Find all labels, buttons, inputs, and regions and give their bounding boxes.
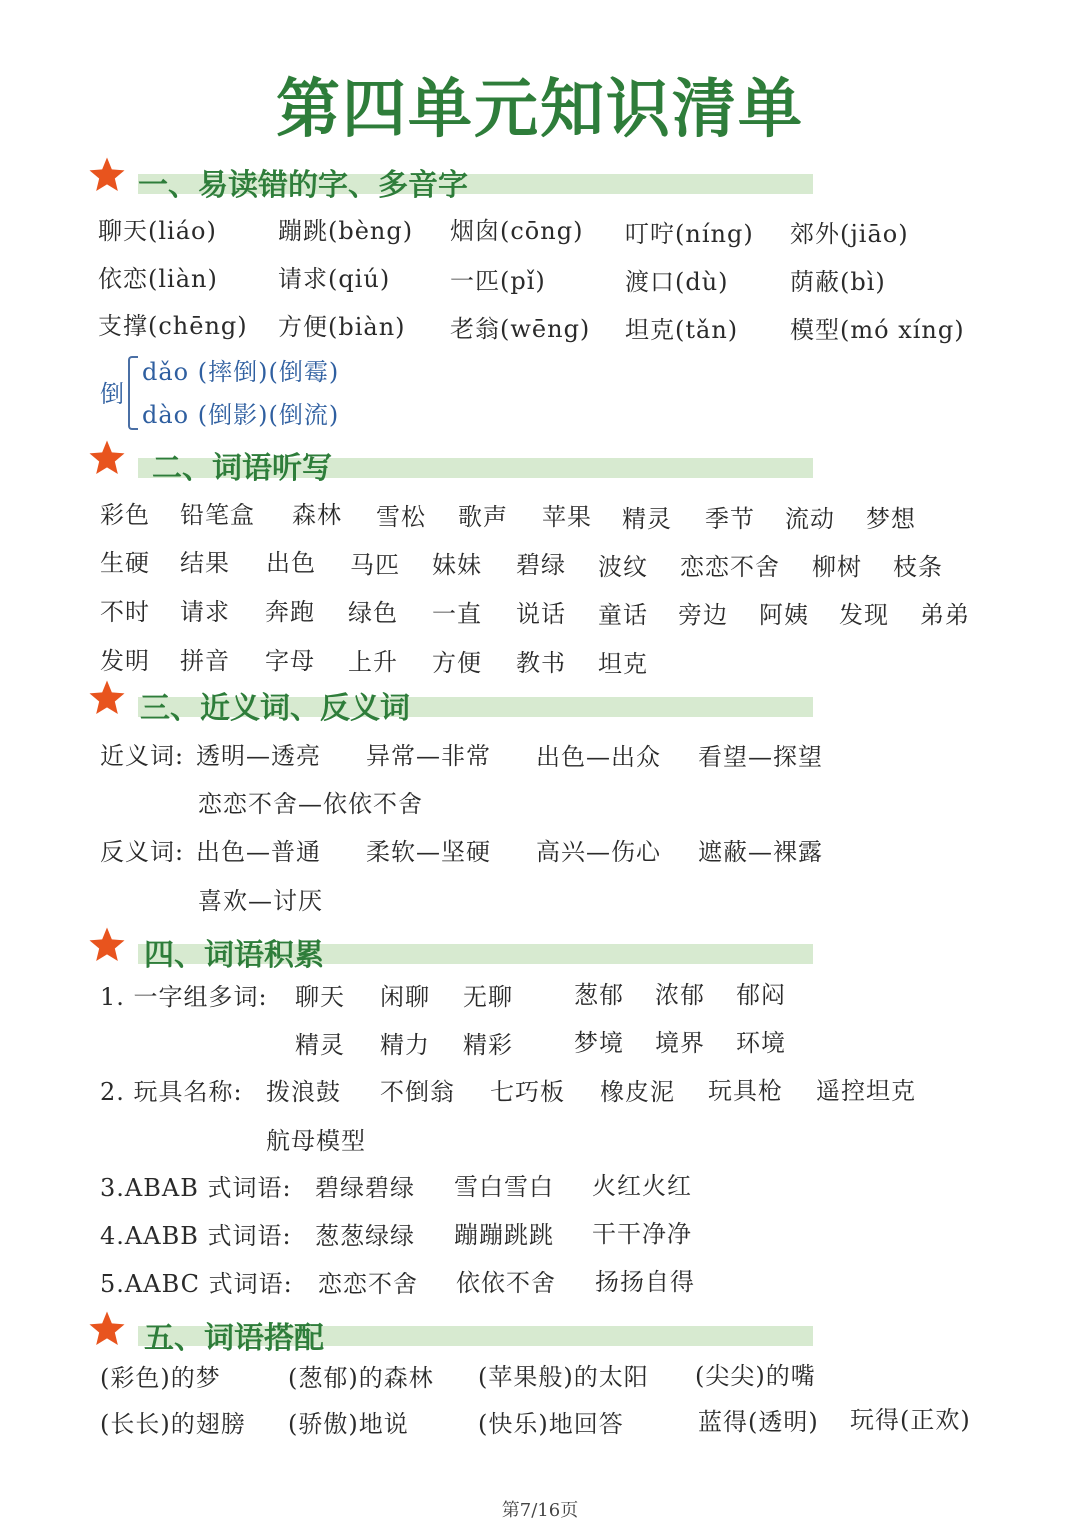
word: 精彩 (463, 1031, 513, 1059)
word: 柳树 (812, 553, 862, 581)
collocation: (长长)的翅膀 (100, 1410, 246, 1438)
word-pair: 看望—探望 (698, 743, 823, 771)
item-label: 5.AABC 式词语: (100, 1270, 293, 1298)
word: 浓郁 (655, 981, 705, 1009)
word: 环境 (736, 1029, 786, 1057)
word: 葱葱绿绿 (315, 1222, 415, 1250)
word: 生硬 (100, 549, 150, 577)
word: 一直 (432, 600, 482, 628)
pinyin-item: 坦克(tǎn) (625, 316, 739, 344)
word: 上升 (348, 648, 398, 676)
collocation: (尖尖)的嘴 (695, 1362, 816, 1390)
polyphone-reading: dào (倒影)(倒流) (142, 401, 340, 429)
pinyin-item: 渡口(dù) (625, 268, 729, 296)
word: 绿色 (348, 599, 398, 627)
word: 阿姨 (759, 601, 809, 629)
word: 坦克 (598, 650, 648, 678)
word: 马匹 (350, 551, 400, 579)
polyphone-reading: dǎo (摔倒)(倒霉) (142, 358, 340, 386)
word: 弟弟 (920, 601, 970, 629)
pinyin-item: 蹦跳(bèng) (278, 217, 414, 245)
word: 无聊 (463, 983, 513, 1011)
word: 玩具枪 (708, 1077, 783, 1105)
star-icon (86, 155, 128, 195)
word: 童话 (598, 601, 648, 629)
page-number: 第7/16页 (501, 1500, 579, 1521)
word-pair: 出色—出众 (536, 743, 661, 771)
collocation: (快乐)地回答 (478, 1410, 624, 1438)
brace (128, 356, 138, 430)
word-pair: 遮蔽—裸露 (698, 838, 823, 866)
word: 梦境 (574, 1029, 624, 1057)
word: 雪白雪白 (454, 1173, 554, 1201)
word: 方便 (432, 649, 482, 677)
word: 枝条 (893, 553, 943, 581)
word: 蹦蹦跳跳 (454, 1221, 554, 1249)
antonym-label: 反义词: (100, 838, 185, 866)
word: 不倒翁 (380, 1078, 455, 1106)
word: 字母 (265, 647, 315, 675)
word-pair: 异常—非常 (366, 742, 491, 770)
section-title-3: 三、近义词、反义词 (140, 691, 410, 726)
section-title-1: 一、易读错的字、多音字 (138, 168, 468, 203)
pinyin-item: 方便(biàn) (278, 313, 406, 341)
word: 雪松 (376, 503, 426, 531)
word: 不时 (100, 598, 150, 626)
pinyin-item: 模型(mó xíng) (790, 316, 965, 344)
collocation: 玩得(正欢) (850, 1406, 971, 1434)
star-icon (86, 925, 128, 965)
word-pair: 柔软—坚硬 (366, 838, 491, 866)
word: 郁闷 (736, 981, 786, 1009)
pinyin-item: 一匹(pǐ) (450, 267, 546, 295)
word: 依依不舍 (456, 1269, 556, 1297)
word-pair: 喜欢—讨厌 (198, 887, 323, 915)
word: 铅笔盒 (180, 501, 255, 529)
word: 梦想 (866, 505, 916, 533)
section-title-2: 二、词语听写 (152, 451, 332, 486)
pinyin-item: 老翁(wēng) (450, 315, 591, 343)
word: 彩色 (100, 501, 150, 529)
collocation: (苹果般)的太阳 (478, 1363, 649, 1391)
pinyin-item: 请求(qiú) (278, 265, 391, 293)
word: 橡皮泥 (600, 1078, 675, 1106)
word: 拨浪鼓 (266, 1078, 341, 1106)
word: 教书 (516, 649, 566, 677)
item-label: 2. 玩具名称: (100, 1078, 243, 1106)
item-label: 1. 一字组多词: (100, 983, 268, 1011)
word: 流动 (785, 505, 835, 533)
word-pair: 高兴—伤心 (536, 838, 661, 866)
word: 境界 (655, 1029, 705, 1057)
word: 航母模型 (266, 1127, 366, 1155)
section-title-4: 四、词语积累 (144, 938, 324, 973)
word: 火红火红 (592, 1172, 692, 1200)
star-icon (86, 438, 128, 478)
word: 妹妹 (432, 551, 482, 579)
collocation: (骄傲)地说 (288, 1410, 409, 1438)
collocation: (葱郁)的森林 (288, 1364, 434, 1392)
pinyin-item: 聊天(liáo) (98, 217, 217, 245)
word: 歌声 (458, 503, 508, 531)
word: 说话 (516, 600, 566, 628)
word: 季节 (705, 505, 755, 533)
pinyin-item: 依恋(liàn) (98, 265, 218, 293)
star-icon (86, 1309, 128, 1349)
pinyin-item: 叮咛(níng) (625, 220, 754, 248)
pinyin-item: 郊外(jiāo) (790, 220, 909, 248)
word: 森林 (292, 501, 342, 529)
synonym-label: 近义词: (100, 742, 185, 770)
word: 发现 (839, 601, 889, 629)
word-pair: 恋恋不舍—依依不舍 (198, 790, 423, 818)
word: 精力 (380, 1031, 430, 1059)
star-icon (86, 678, 128, 718)
word: 碧绿碧绿 (315, 1174, 415, 1202)
word: 请求 (180, 598, 230, 626)
word: 七巧板 (490, 1078, 565, 1106)
word-pair: 透明—透亮 (196, 742, 321, 770)
word: 精灵 (622, 505, 672, 533)
word: 出色 (266, 549, 316, 577)
word: 干干净净 (592, 1220, 692, 1248)
word: 遥控坦克 (816, 1077, 916, 1105)
word: 闲聊 (380, 983, 430, 1011)
word: 苹果 (542, 503, 592, 531)
word: 旁边 (678, 601, 728, 629)
word: 精灵 (295, 1031, 345, 1059)
pinyin-item: 支撑(chēng) (98, 312, 248, 340)
word-pair: 出色—普通 (196, 838, 321, 866)
section-title-5: 五、词语搭配 (144, 1321, 324, 1356)
polyphone-char: 倒 (100, 380, 125, 408)
word: 聊天 (295, 983, 345, 1011)
collocation: 蓝得(透明) (698, 1408, 819, 1436)
word: 恋恋不舍 (680, 553, 780, 581)
word: 发明 (100, 647, 150, 675)
pinyin-item: 荫蔽(bì) (790, 268, 886, 296)
word: 碧绿 (516, 551, 566, 579)
word: 扬扬自得 (595, 1268, 695, 1296)
word: 恋恋不舍 (318, 1270, 418, 1298)
word: 波纹 (598, 553, 648, 581)
word: 拼音 (180, 647, 230, 675)
item-label: 3.ABAB 式词语: (100, 1174, 292, 1202)
item-label: 4.AABB 式词语: (100, 1222, 292, 1250)
word: 结果 (180, 549, 230, 577)
page-title: 第四单元知识清单 (276, 73, 804, 147)
word: 葱郁 (574, 981, 624, 1009)
pinyin-item: 烟囱(cōng) (450, 217, 584, 245)
collocation: (彩色)的梦 (100, 1364, 221, 1392)
word: 奔跑 (265, 598, 315, 626)
